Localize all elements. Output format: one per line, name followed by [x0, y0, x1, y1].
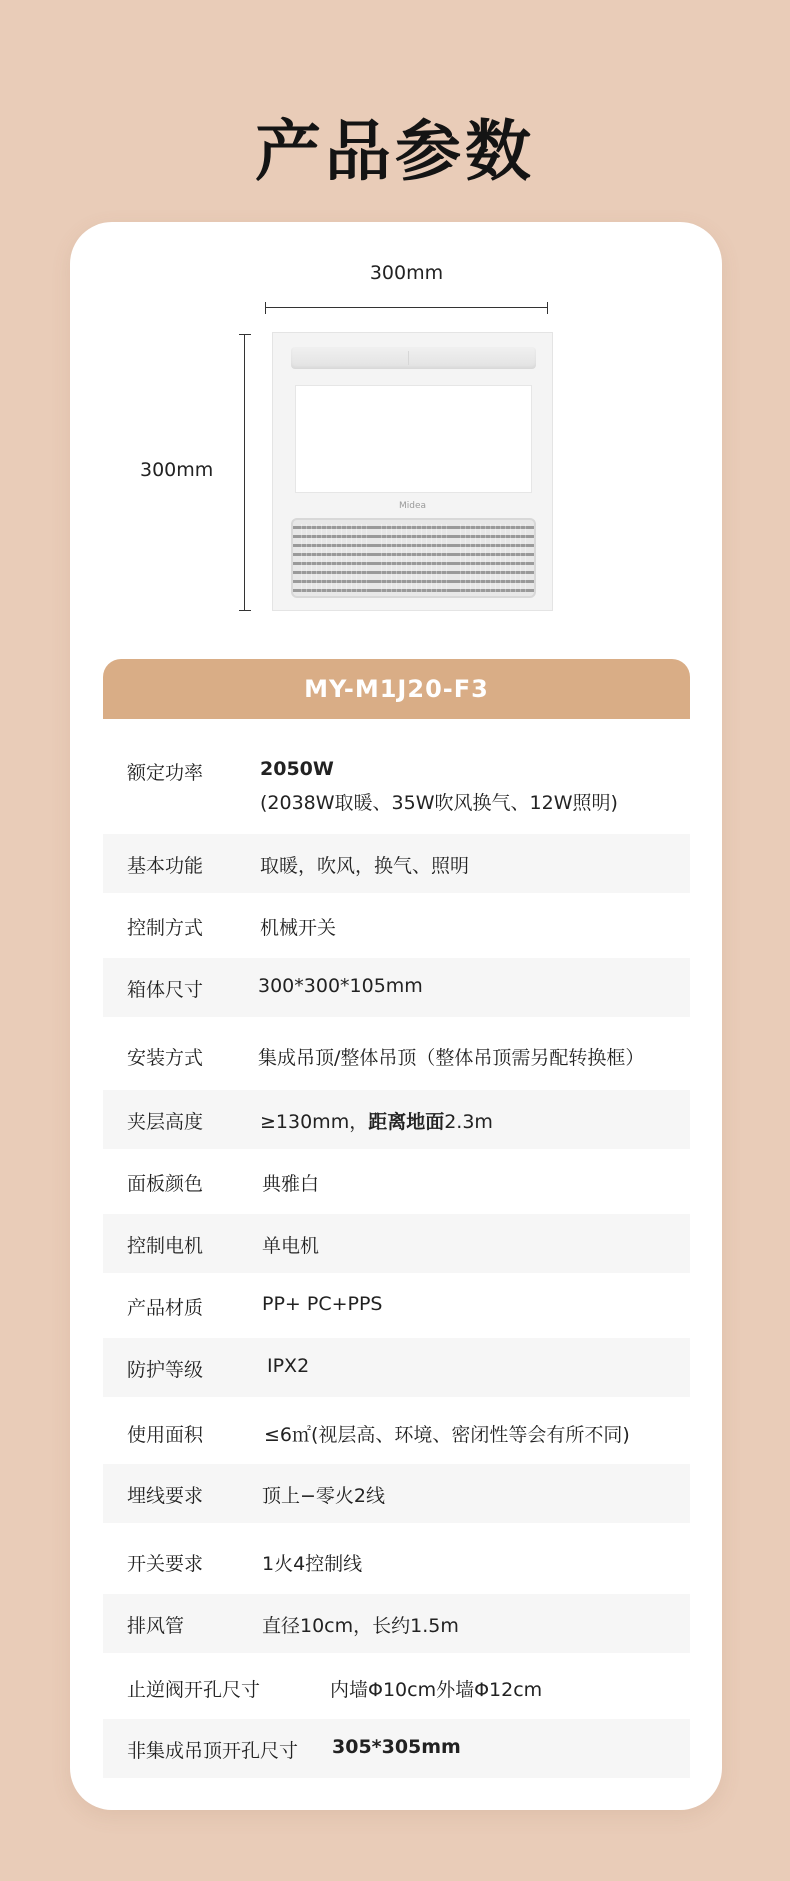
spec-value: 1火4控制线	[262, 1553, 363, 1575]
spec-value: 单电机	[262, 1235, 320, 1257]
spec-row-protection	[103, 1338, 690, 1397]
spec-value: 300*300*105mm	[258, 975, 423, 997]
spec-row-material	[103, 1276, 690, 1335]
spec-row-rated-power	[103, 719, 690, 831]
spec-row-motor	[103, 1214, 690, 1273]
spec-value: ≤6㎡(视层高、环境、密闭性等会有所不同)	[264, 1424, 630, 1446]
spec-row-cutout	[103, 1719, 690, 1778]
spec-label: 额定功率	[127, 762, 204, 784]
spec-value: 机械开关	[260, 917, 337, 939]
spec-label: 控制电机	[127, 1235, 204, 1257]
spec-value-emphasis: 距离地面	[368, 1111, 445, 1133]
spec-label: 防护等级	[127, 1359, 204, 1381]
product-grille	[291, 518, 536, 598]
spec-label: 使用面积	[127, 1424, 204, 1446]
product-image	[272, 332, 553, 611]
spec-value-part: ≥130mm，	[260, 1111, 369, 1133]
spec-label: 面板颜色	[127, 1173, 204, 1195]
spec-row-install	[103, 1020, 690, 1087]
model-header: MY-M1J20-F3	[103, 659, 690, 719]
spec-label: 产品材质	[127, 1297, 204, 1319]
product-brand-logo: Midea	[398, 501, 427, 511]
spec-row-exhaust-pipe	[103, 1594, 690, 1653]
spec-label: 控制方式	[127, 917, 204, 939]
product-light-panel	[295, 385, 532, 493]
spec-row-interlayer	[103, 1090, 690, 1149]
spec-label: 安装方式	[127, 1047, 204, 1069]
spec-value: 集成吊顶/整体吊顶（整体吊顶需另配转换框）	[258, 1047, 645, 1069]
spec-value-detail: (2038W取暖、35W吹风换气、12W照明)	[260, 792, 618, 814]
spec-row-panel-color	[103, 1152, 690, 1211]
spec-value: 305*305mm	[332, 1736, 461, 1758]
width-dimension-label: 300mm	[369, 262, 444, 284]
page-title: 产品参数	[255, 113, 535, 190]
spec-value: IPX2	[267, 1355, 310, 1377]
spec-label: 非集成吊顶开孔尺寸	[127, 1740, 299, 1762]
spec-value	[260, 1107, 493, 1134]
spec-value: 取暖，吹风，换气、照明	[260, 855, 470, 877]
spec-label: 开关要求	[127, 1553, 204, 1575]
spec-row-functions	[103, 834, 690, 893]
spec-label: 基本功能	[127, 855, 204, 877]
spec-label: 止逆阀开孔尺寸	[127, 1679, 261, 1701]
height-dimension-line	[239, 334, 251, 611]
spec-value: 内墙Φ10cm外墙Φ12cm	[330, 1679, 543, 1701]
spec-row-box-size	[103, 958, 690, 1017]
spec-value: 直径10cm，长约1.5m	[262, 1615, 459, 1637]
spec-row-wiring	[103, 1464, 690, 1523]
product-top-vent	[291, 347, 536, 369]
spec-value: 2050W	[260, 758, 334, 780]
spec-label: 夹层高度	[127, 1111, 204, 1133]
spec-value: 典雅白	[262, 1173, 320, 1195]
spec-row-area	[103, 1400, 690, 1462]
spec-value-part: 2.3m	[444, 1111, 493, 1133]
spec-value: 顶上−零火2线	[262, 1485, 386, 1507]
spec-label: 排风管	[127, 1615, 185, 1637]
width-dimension-line	[265, 302, 548, 314]
spec-row-switch	[103, 1526, 690, 1592]
spec-row-check-valve	[103, 1656, 690, 1717]
spec-label: 箱体尺寸	[127, 979, 204, 1001]
spec-value: PP+ PC+PPS	[262, 1293, 383, 1315]
spec-label: 埋线要求	[127, 1485, 204, 1507]
spec-row-control	[103, 896, 690, 955]
height-dimension-label: 300mm	[140, 459, 214, 481]
